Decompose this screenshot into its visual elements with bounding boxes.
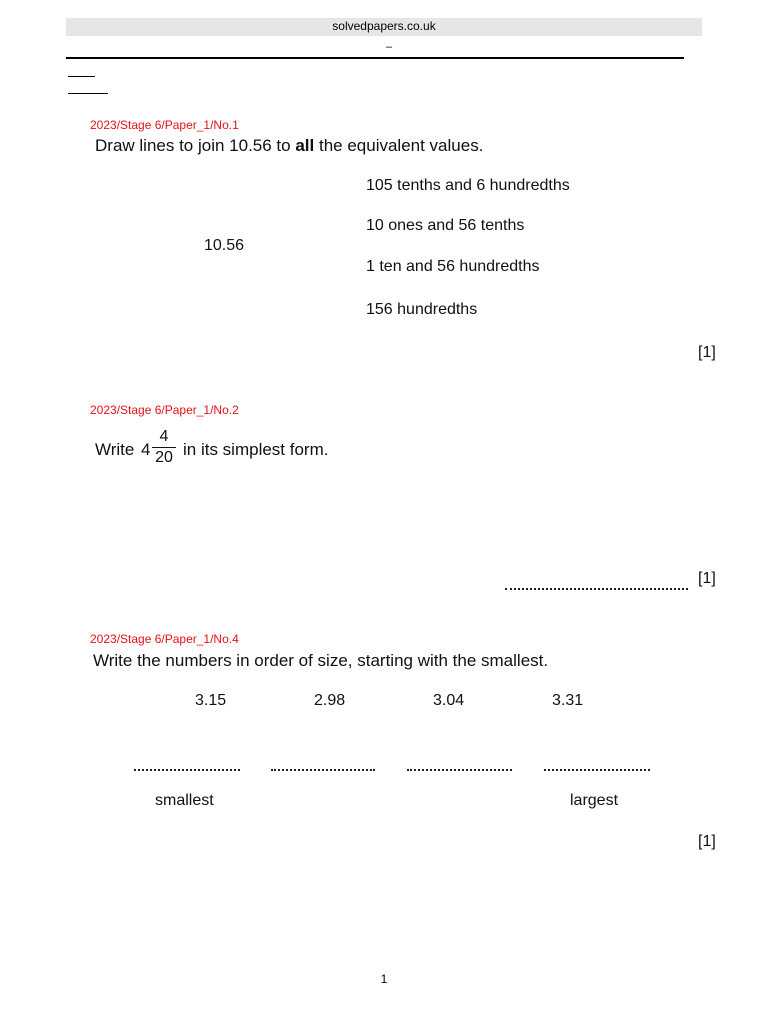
short-rule-2 bbox=[68, 93, 108, 94]
q1-option-1[interactable]: 105 tenths and 6 hundredths bbox=[366, 177, 570, 194]
q4-number-4: 3.31 bbox=[552, 692, 584, 709]
q2-whole-number: 4 bbox=[141, 440, 151, 459]
q2-text-after: in its simplest form. bbox=[183, 440, 329, 459]
q1-text-bold: all bbox=[295, 136, 315, 155]
q4-mark: [1] bbox=[698, 833, 716, 850]
q2-mark: [1] bbox=[698, 570, 716, 587]
q4-largest-label: largest bbox=[570, 792, 619, 809]
q2-write: Write bbox=[95, 440, 135, 459]
q1-value: 10.56 bbox=[204, 237, 245, 254]
q1-option-2[interactable]: 10 ones and 56 tenths bbox=[366, 217, 525, 234]
q4-answer-line-1[interactable] bbox=[134, 769, 240, 771]
header-rule bbox=[66, 57, 684, 59]
q4-answer-line-3[interactable] bbox=[407, 769, 512, 771]
q1-question bbox=[95, 136, 483, 156]
q4-number-3: 3.04 bbox=[433, 692, 465, 709]
q1-option-4[interactable]: 156 hundredths bbox=[366, 301, 478, 318]
q1-option-3[interactable]: 1 ten and 56 hundredths bbox=[366, 258, 540, 275]
q4-answer-line-2[interactable] bbox=[271, 769, 375, 771]
site-name: solvedpapers.co.uk bbox=[332, 19, 436, 33]
q4-question: Write the numbers in order of size, starting with the smallest. bbox=[93, 651, 549, 670]
q2-fraction-bar bbox=[152, 447, 176, 448]
q4-reference: 2023/Stage 6/Paper_1/No.4 bbox=[90, 632, 239, 646]
q2-numerator: 4 bbox=[159, 428, 169, 445]
q2-reference: 2023/Stage 6/Paper_1/No.2 bbox=[90, 403, 239, 417]
q4-answer-line-4[interactable] bbox=[544, 769, 650, 771]
q2-fraction bbox=[152, 428, 176, 467]
q4-smallest-label: smallest bbox=[155, 792, 214, 809]
q2-answer-line[interactable] bbox=[505, 588, 688, 590]
q4-number-1: 3.15 bbox=[195, 692, 227, 709]
page-number: 1 bbox=[380, 972, 388, 986]
header-dash: – bbox=[386, 41, 393, 53]
q1-reference: 2023/Stage 6/Paper_1/No.1 bbox=[90, 118, 239, 132]
q1-text-before: Draw lines to join 10.56 to bbox=[95, 136, 296, 155]
q2-denominator: 20 bbox=[155, 449, 173, 466]
short-rule-1 bbox=[68, 76, 95, 77]
q1-mark: [1] bbox=[698, 344, 716, 361]
q4-number-2: 2.98 bbox=[314, 692, 346, 709]
q1-text-after: the equivalent values. bbox=[314, 136, 484, 155]
